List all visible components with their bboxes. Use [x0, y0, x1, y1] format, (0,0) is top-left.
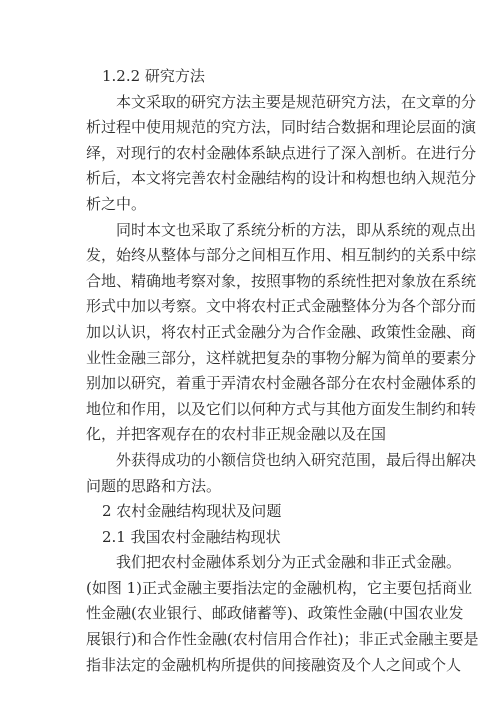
section-heading: 2.1 我国农村金融结构现状	[102, 527, 281, 546]
text-line: (如图 1)正式金融主要指法定的金融机构，它主要包括商业	[86, 578, 473, 597]
text-line: 形式中加以考察。文中将农村正式金融整体分为各个部分而	[86, 297, 477, 316]
section-heading: 2 农村金融结构现状及问题	[102, 502, 282, 521]
section-heading: 1.2.2 研究方法	[102, 67, 205, 85]
text-line: 化，并把客观存在的农村非正规金融以及在国	[86, 425, 387, 444]
text-line: 本文采取的研究方法主要是规范研究方法，在文章的分	[116, 92, 477, 111]
document-page	[86, 64, 479, 678]
text-line: 发，始终从整体与部分之间相互作用、相互制约的关系中综	[86, 246, 477, 265]
text-line: 地位和作用，以及它们以何种方式与其他方面发生制约和转	[86, 399, 477, 418]
text-line: 问题的思路和方法。	[86, 476, 222, 495]
text-line: 展银行)和合作性金融(农村信用合作社)；非正式金融主要是	[86, 630, 479, 649]
text-line: 指非法定的金融机构所提供的间接融资及个人之间或个人	[86, 655, 462, 674]
text-line: 性金融(农业银行、邮政储蓄等)、政策性金融(中国农业发	[86, 604, 464, 623]
text-line: 加以认识，将农村正式金融分为合作金融、政策性金融、商	[86, 322, 477, 341]
text-line: 别加以研究，着重于弄清农村金融各部分在农村金融体系的	[86, 374, 477, 393]
text-line: 析之中。	[86, 194, 147, 213]
text-line: 析后，本文将完善农村金融结构的设计和构想也纳入规范分	[86, 169, 477, 188]
text-line: 同时本文也采取了系统分析的方法，即从系统的观点出	[116, 220, 477, 239]
text-line: 外获得成功的小额信贷也纳入研究范围，最后得出解决	[116, 450, 477, 469]
text-line: 我们把农村金融体系划分为正式金融和非正式金融。	[116, 553, 462, 572]
text-line: 业性金融三部分，这样就把复杂的事物分解为简单的要素分	[86, 348, 477, 367]
text-line: 绎，对现行的农村金融体系缺点进行了深入剖析。在进行分	[86, 143, 477, 162]
text-line: 析过程中使用规范的究方法，同时结合数据和理论层面的演	[86, 118, 477, 137]
text-line: 合地、精确地考察对象，按照事物的系统性把对象放在系统	[86, 271, 477, 290]
